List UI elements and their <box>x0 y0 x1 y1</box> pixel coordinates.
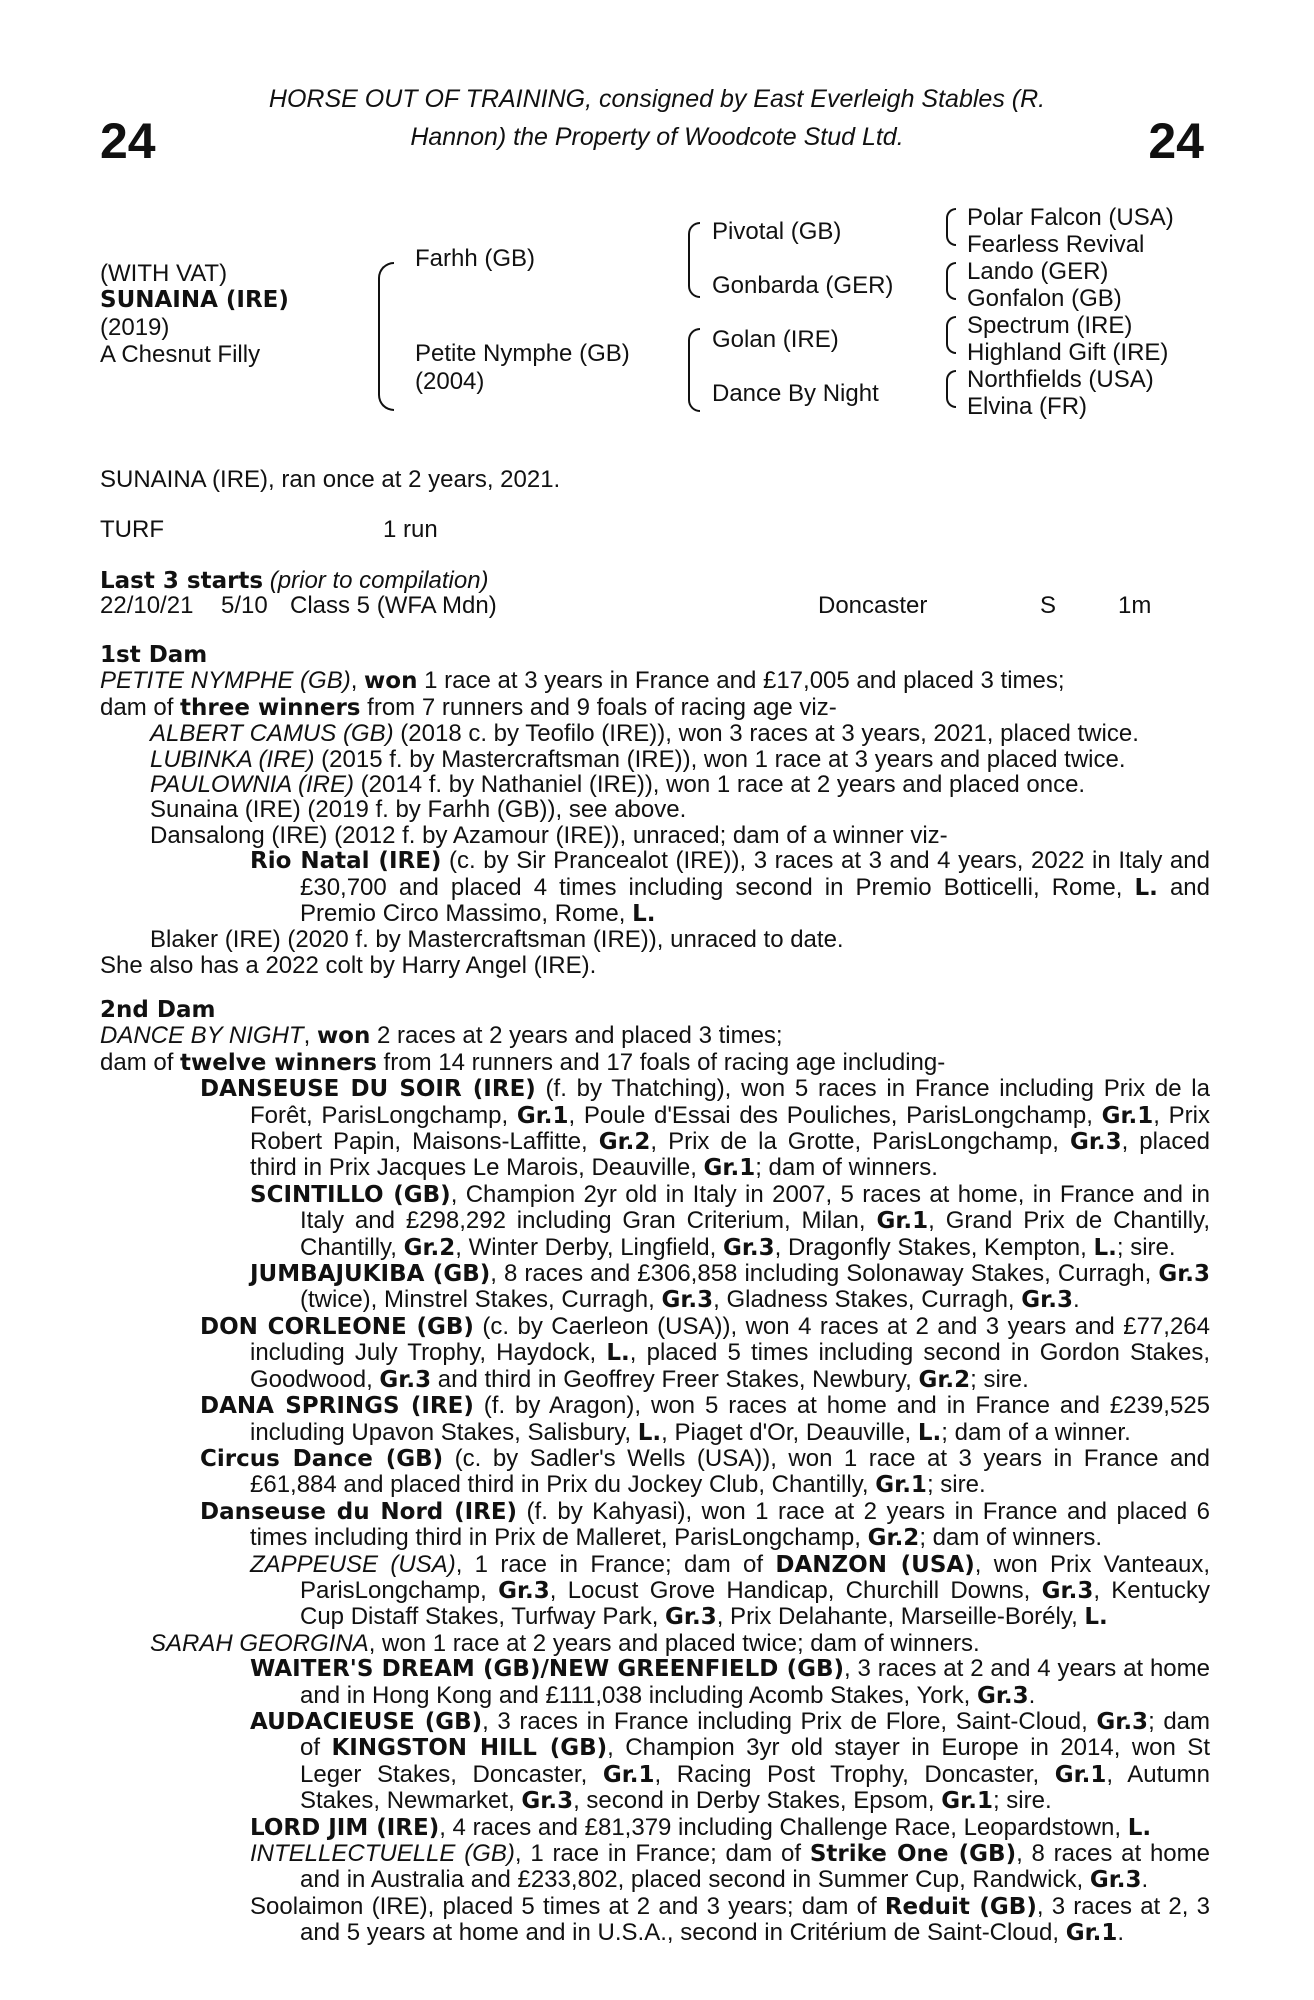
race-summary: SUNAINA (IRE), ran once at 2 years, 2021. <box>100 466 561 493</box>
last-starts-heading <box>100 567 489 595</box>
brace-gen3-sire <box>688 222 700 298</box>
offspring-dana-springs: DANA SPRINGS (IRE) (f. by Aragon), won 5 races at home and in France and £239,525 including Upavon Stakes, Salisbury, L., Piaget d'Or, Deauville, L.; dam of a winner. <box>200 1392 1211 1446</box>
offspring-dansalong: Dansalong (IRE) (2012 f. by Azamour (IRE)), unraced; dam of a winner viz- <box>150 821 948 849</box>
turf-runs: 1 run <box>383 516 438 543</box>
header-line-1: HORSE OUT OF TRAINING, consigned by East Everleigh Stables (R. <box>268 85 1046 113</box>
turf-label: TURF <box>100 516 164 543</box>
sire-name: Farhh (GB) <box>415 245 536 272</box>
lot-number-right: 24 <box>1148 113 1204 169</box>
gen3-gonbarda: Gonbarda (GER) <box>712 272 894 299</box>
gen4-spectrum: Spectrum (IRE) <box>967 312 1133 339</box>
offspring-circus-dance: Circus Dance (GB) (c. by Sadler's Wells (USA)), won 1 race at 3 years in France and £61,884 and placed third in Prix du Jockey Club, Chantilly, Gr.1; sire. <box>200 1444 1210 1499</box>
vat-note: (WITH VAT) <box>100 260 228 287</box>
lot-header <box>200 80 1114 156</box>
start-date: 22/10/21 <box>100 592 194 619</box>
offspring-sarah-georgina: SARAH GEORGINA, won 1 race at 2 years and placed twice; dam of winners. <box>150 1629 980 1657</box>
first-dam-line: PETITE NYMPHE (GB), won 1 race at 3 years in France and £17,005 and placed 3 times; <box>100 667 1065 695</box>
gen4-highland-gift: Highland Gift (IRE) <box>967 339 1169 366</box>
last-starts-note: (prior to compilation) <box>269 567 489 594</box>
horse-name: SUNAINA (IRE) <box>100 287 289 313</box>
start-class: Class 5 (WFA Mdn) <box>290 592 497 619</box>
horse-year: (2019) <box>100 314 170 341</box>
second-dam-section <box>100 998 1210 1947</box>
gen3-dance-by-night: Dance By Night <box>712 380 879 407</box>
offspring-danseuse-du-soir: DANSEUSE DU SOIR (IRE) (f. by Thatching), won 5 races in France including Prix de la Forêt, ParisLongchamp, Gr.1, Poule d'Essai des Pouliches, ParisLongchamp, Gr.1, Prix Robert Papin, Maisons-Laffitte, Gr.2, Prix de la Grotte, ParisLongchamp, Gr.3, placed third in Prix Jacques Le Marois, Deauville, Gr.1; dam of winners. <box>200 1075 1211 1182</box>
grand-offspring-soolaimon: Soolaimon (IRE), placed 5 times at 2 and 3 years; dam of Reduit (GB), 3 races at 2, 3 and 5 years at home and in U.S.A., second in Critérium de Saint-Cloud, Gr.1. <box>250 1892 1211 1947</box>
second-dam-produce-line: dam of twelve winners from 14 runners and 17 foals of racing age including- <box>100 1048 946 1076</box>
grand-offspring-audacieuse: AUDACIEUSE (GB), 3 races in France including Prix de Flore, Saint-Cloud, Gr.3; dam of KINGSTON HILL (GB), Champion 3yr old stayer in Europe in 2014, won St Leger Stakes, Doncaster, Gr.1, Racing Post Trophy, Doncaster, Gr.1, Autumn Stakes, Newmarket, Gr.3, second in Derby Stakes, Epsom, Gr.1; sire. <box>250 1707 1211 1815</box>
first-dam-title: 1st Dam <box>100 642 208 668</box>
start-going: S <box>1040 592 1057 619</box>
horse-block <box>100 260 289 368</box>
grand-offspring-rio-natal: Rio Natal (IRE) (c. by Sir Prancealot (IRE)), 3 races at 3 and 4 years, 2022 in Italy and £30,700 and placed 4 times including second in Premio Botticelli, Rome, L. and Premio Circo Massimo, Rome, L. <box>250 847 1210 928</box>
gen3-pivotal: Pivotal (GB) <box>712 218 842 245</box>
start-course: Doncaster <box>818 592 928 619</box>
offspring-albert-camus: ALBERT CAMUS (GB) (2018 c. by Teofilo (IRE)), won 3 races at 3 years, 2021, placed twice. <box>150 720 1139 748</box>
grand-offspring-intellectuelle: INTELLECTUELLE (GB), 1 race in France; dam of Strike One (GB), 8 races at home and in Australia and £233,802, placed second in Summer Cup, Randwick, Gr.3. <box>250 1840 1210 1894</box>
first-dam-produce-line: dam of three winners from 7 runners and 9 foals of racing age viz- <box>100 693 837 721</box>
brace-gen4-3 <box>946 316 956 354</box>
first-dam-section <box>100 643 1210 978</box>
last-starts-title: Last 3 starts <box>100 568 264 594</box>
grand-offspring-zappeuse: ZAPPEUSE (USA), 1 race in France; dam of DANZON (USA), won Prix Vanteaux, ParisLongchamp, Gr.3, Locust Grove Handicap, Churchill Downs, Gr.3, Kentucky Cup Distaff Stakes, Turfway Park, Gr.3, Prix Delahante, Marseille-Borély, L. <box>250 1550 1210 1631</box>
offspring-danseuse-du-nord: Danseuse du Nord (IRE) (f. by Kahyasi), won 1 race at 2 years in France and placed 6 times including third in Prix de Malleret, ParisLongchamp, Gr.2; dam of winners. <box>200 1497 1210 1552</box>
dam-year: (2004) <box>415 368 485 395</box>
start-position: 5/10 <box>221 592 268 619</box>
gen4-elvina: Elvina (FR) <box>967 393 1088 420</box>
horse-description: A Chesnut Filly <box>100 341 261 368</box>
gen4-polar-falcon: Polar Falcon (USA) <box>967 204 1174 231</box>
gen4-fearless-revival: Fearless Revival <box>967 231 1145 258</box>
header-line-2: Hannon) the Property of Woodcote Stud Ltd. <box>410 123 904 151</box>
brace-gen4-2 <box>946 262 956 300</box>
lot-number-left: 24 <box>100 113 156 169</box>
dam-name: Petite Nymphe (GB) <box>415 340 630 367</box>
offspring-2022-colt: She also has a 2022 colt by Harry Angel (IRE). <box>100 951 597 979</box>
second-dam-title: 2nd Dam <box>100 997 216 1023</box>
offspring-don-corleone: DON CORLEONE (GB) (c. by Caerleon (USA)), won 4 races at 2 and 3 years and £77,264 including July Trophy, Haydock, L., placed 5 times including second in Gordon Stakes, Goodwood, Gr.3 and third in Geoffrey Freer Stakes, Newbury, Gr.2; sire. <box>200 1312 1210 1393</box>
offspring-blaker: Blaker (IRE) (2020 f. by Mastercraftsman (IRE)), unraced to date. <box>150 926 844 954</box>
second-dam-line: DANCE BY NIGHT, won 2 races at 2 years and placed 3 times; <box>100 1022 783 1050</box>
grand-offspring-lord-jim: LORD JIM (IRE), 4 races and £81,379 including Challenge Race, Leopardstown, L. <box>250 1813 1152 1841</box>
grand-offspring-scintillo: SCINTILLO (GB), Champion 2yr old in Italy in 2007, 5 races at home, in France and in Italy and £298,292 including Gran Criterium, Milan, Gr.1, Grand Prix de Chantilly, Chantilly, Gr.2, Winter Derby, Lingfield, Gr.3, Dragonfly Stakes, Kempton, L.; sire. <box>250 1180 1210 1261</box>
offspring-sunaina: Sunaina (IRE) (2019 f. by Farhh (GB)), see above. <box>150 796 687 824</box>
gen4-northfields: Northfields (USA) <box>967 366 1154 393</box>
grand-offspring-waiters-dream: WAITER'S DREAM (GB)/NEW GREENFIELD (GB), 3 races at 2 and 4 years at home and in Hong Kong and £111,038 including Acomb Stakes, York, Gr.3. <box>250 1655 1210 1709</box>
grand-offspring-jumbajukiba: JUMBAJUKIBA (GB), 8 races and £306,858 including Solonaway Stakes, Curragh, Gr.3 (twice), Minstrel Stakes, Curragh, Gr.3, Gladness Stakes, Curragh, Gr.3. <box>250 1260 1210 1314</box>
gen4-gonfalon: Gonfalon (GB) <box>967 285 1122 312</box>
start-distance: 1m <box>1118 592 1152 619</box>
offspring-lubinka: LUBINKA (IRE) (2015 f. by Mastercraftsman (IRE)), won 1 race at 3 years and placed twice. <box>150 745 1126 773</box>
brace-gen2 <box>378 262 394 411</box>
gen4-lando: Lando (GER) <box>967 258 1109 285</box>
offspring-paulownia: PAULOWNIA (IRE) (2014 f. by Nathaniel (IRE)), won 1 race at 2 years and placed once. <box>150 771 1086 799</box>
gen3-golan: Golan (IRE) <box>712 326 839 353</box>
brace-gen3-dam <box>688 328 700 412</box>
brace-gen4-1 <box>946 208 956 246</box>
brace-gen4-4 <box>946 370 956 408</box>
